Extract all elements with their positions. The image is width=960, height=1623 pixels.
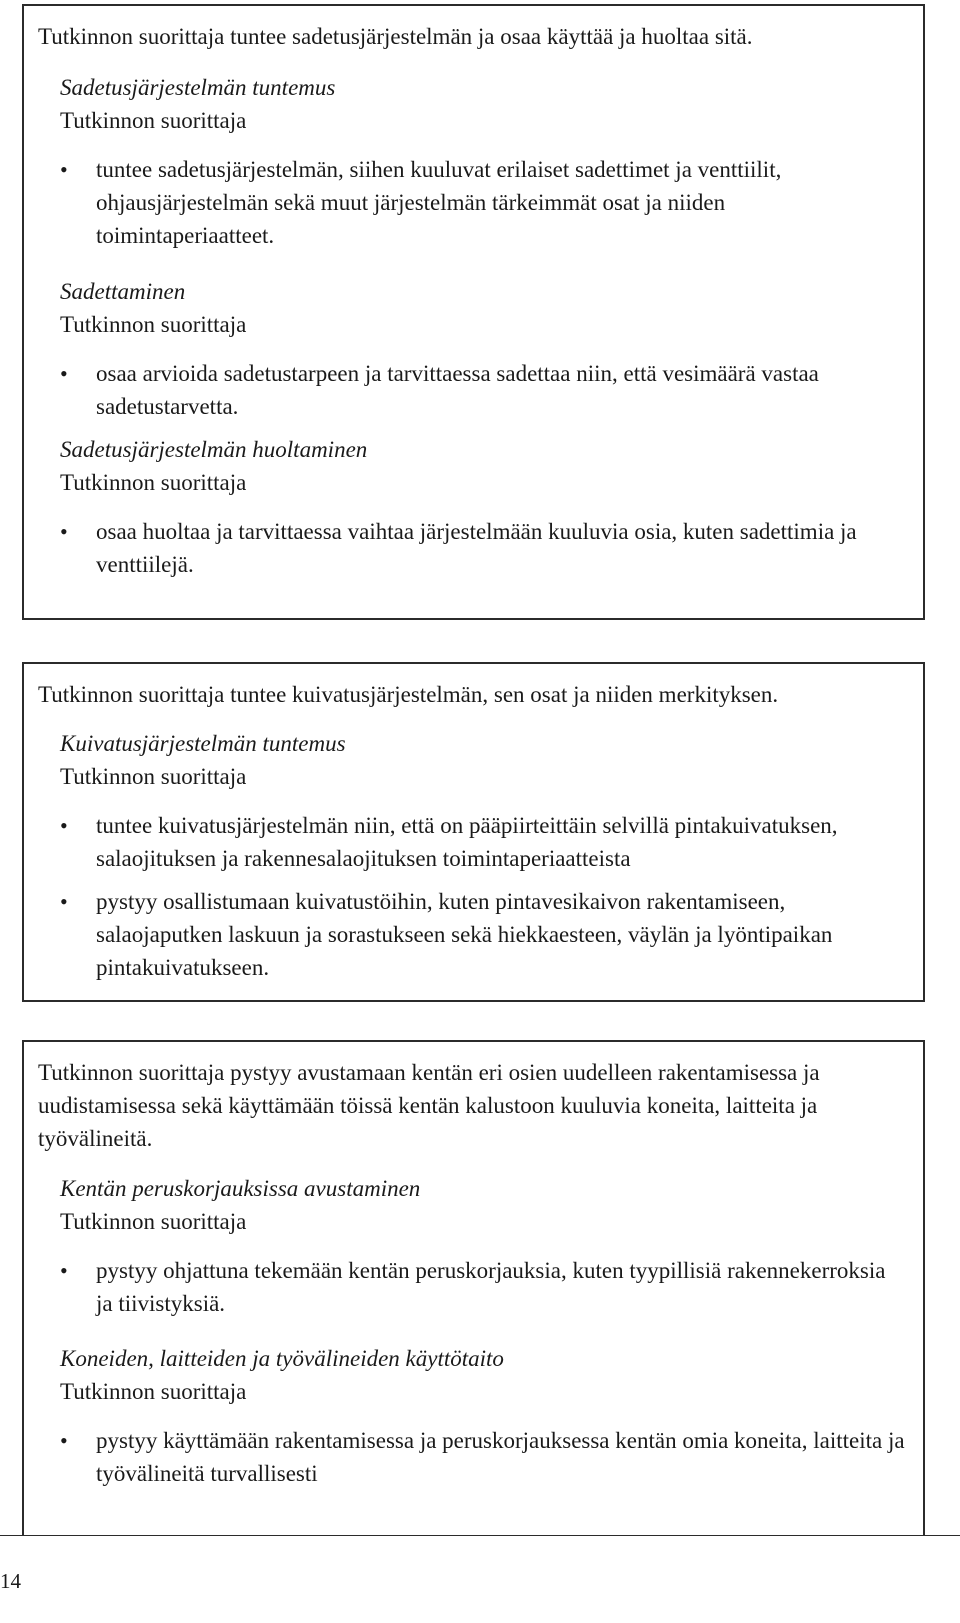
list-item: • pystyy osallistumaan kuivatustöihin, kuten pintavesikaivon rakentamiseen, salaojaputken laskuun ja sorastukseen sekä hiekkaesteen, väylän ja lyöntipaikan pintakuivatukseen. — [60, 885, 905, 984]
section-subtitle: Tutkinnon suorittaja — [60, 764, 247, 789]
bullet-list — [60, 809, 905, 984]
section-drainage-knowledge — [60, 727, 905, 984]
section-subtitle: Tutkinnon suorittaja — [60, 470, 247, 495]
list-item: • osaa arvioida sadetustarpeen ja tarvittaessa sadettaa niin, että vesimäärä vastaa sadetustarvetta. — [60, 357, 905, 423]
list-item: • pystyy käyttämään rakentamisessa ja peruskorjauksessa kentän omia koneita, laitteita ja työvälineitä turvallisesti — [60, 1424, 905, 1490]
section-title: Sadetusjärjestelmän tuntemus — [60, 75, 336, 100]
section-sprinkling — [60, 275, 905, 423]
bullet-list — [60, 1424, 905, 1490]
section-sprinkler-maintenance — [60, 433, 905, 581]
section-subtitle: Tutkinnon suorittaja — [60, 1379, 247, 1404]
section-machinery-skills — [60, 1342, 905, 1490]
list-item: • osaa huoltaa ja tarvittaessa vaihtaa järjestelmään kuuluvia osia, kuten sadettimia ja venttiilejä. — [60, 515, 905, 581]
list-item: • tuntee sadetusjärjestelmän, siihen kuuluvat erilaiset sadettimet ja venttiilit, ohjausjärjestelmän sekä muut järjestelmän tärkeimmät osat ja niiden toimintaperiaatteet. — [60, 153, 905, 252]
bullet-list — [60, 357, 905, 423]
box-lead-text: Tutkinnon suorittaja tuntee kuivatusjärjestelmän, sen osat ja niiden merkityksen. — [38, 682, 779, 707]
list-item: • pystyy ohjattuna tekemään kentän peruskorjauksia, kuten tyypillisiä rakennekerroksia ja tiivistyksiä. — [60, 1254, 905, 1320]
page-bottom-rule — [0, 1535, 960, 1536]
section-title: Kentän peruskorjauksissa avustaminen — [60, 1176, 421, 1201]
drainage-competence-box — [22, 662, 925, 1002]
section-title: Sadetusjärjestelmän huoltaminen — [60, 437, 368, 462]
section-sprinkler-knowledge — [60, 71, 905, 252]
section-subtitle: Tutkinnon suorittaja — [60, 108, 247, 133]
section-title: Sadettaminen — [60, 279, 186, 304]
section-title: Kuivatusjärjestelmän tuntemus — [60, 731, 346, 756]
sprinkler-competence-box — [22, 4, 925, 620]
bullet-list — [60, 1254, 905, 1320]
list-item: • tuntee kuivatusjärjestelmän niin, että on pääpiirteittäin selvillä pintakuivatuksen, salaojituksen ja rakennesalaojituksen toimintaperiaatteista — [60, 809, 905, 875]
bullet-list — [60, 153, 905, 252]
section-renovation-assistance — [60, 1172, 905, 1320]
section-subtitle: Tutkinnon suorittaja — [60, 1209, 247, 1234]
renovation-competence-box — [22, 1040, 925, 1536]
box-lead-text: Tutkinnon suorittaja pystyy avustamaan kentän eri osien uudelleen rakentamisessa ja uudistamisessa sekä käyttämään töissä kentän kalustoon kuuluvia koneita, laitteita ja työvälineitä. — [38, 1060, 820, 1151]
box-lead-text: Tutkinnon suorittaja tuntee sadetusjärjestelmän ja osaa käyttää ja huoltaa sitä. — [38, 24, 753, 49]
page-number: 14 — [0, 1569, 21, 1593]
bullet-list — [60, 515, 905, 581]
section-title: Koneiden, laitteiden ja työvälineiden käyttötaito — [60, 1346, 504, 1371]
section-subtitle: Tutkinnon suorittaja — [60, 312, 247, 337]
